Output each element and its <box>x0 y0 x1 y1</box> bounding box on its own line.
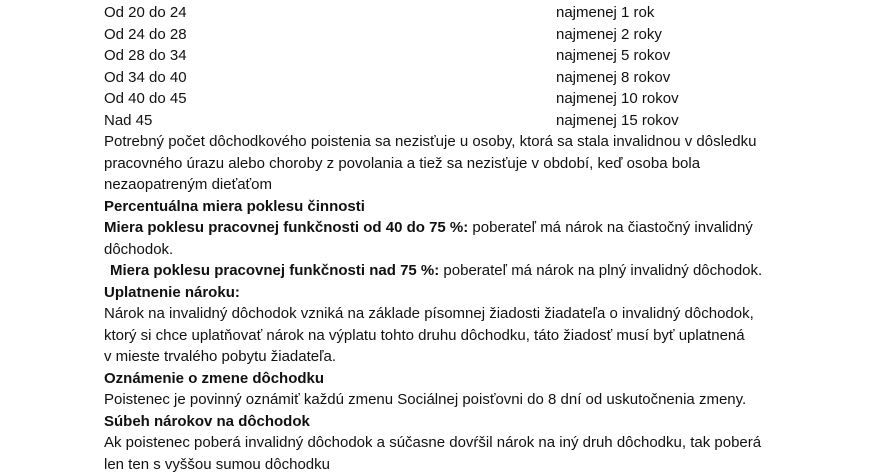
claim-section <box>104 282 864 368</box>
age-range: Od 40 do 45 <box>104 88 187 110</box>
insurance-period: najmenej 15 rokov <box>556 110 679 132</box>
paragraph-line: len ten s vyššou sumou dôchodku <box>104 454 864 475</box>
item-label: Miera poklesu pracovnej funkčnosti nad 75 %: <box>110 262 439 279</box>
change-notice-section <box>104 368 864 411</box>
table-row <box>104 67 864 89</box>
section-heading: Súbeh nárokov na dôchodok <box>104 411 864 433</box>
item-text: poberateľ má nárok na plný invalidný dôchodok. <box>439 262 762 279</box>
full-pension-item <box>104 260 864 282</box>
paragraph-line: ktorý si chce uplatňovať nárok na výplatu tohto druhu dôchodku, táto žiadosť musí byť uplatnená <box>104 325 864 347</box>
age-period-table <box>104 2 864 131</box>
insurance-period: najmenej 2 roky <box>556 24 662 46</box>
item-label: Miera poklesu pracovnej funkčnosti od 40 do 75 %: <box>104 219 468 236</box>
concurrence-section <box>104 411 864 475</box>
insurance-period: najmenej 10 rokov <box>556 88 679 110</box>
table-row <box>104 110 864 132</box>
section-heading: Oznámenie o zmene dôchodku <box>104 368 864 390</box>
insurance-period: najmenej 8 rokov <box>556 67 670 89</box>
section-heading: Percentuálna miera poklesu činnosti <box>104 196 864 218</box>
age-range: Od 20 do 24 <box>104 2 187 24</box>
paragraph-line: pracovného úrazu alebo choroby z povolania a tiež sa nezisťuje v období, keď osoba bola <box>104 153 864 175</box>
percentage-section <box>104 196 864 282</box>
table-row <box>104 2 864 24</box>
age-range: Od 28 do 34 <box>104 45 187 67</box>
paragraph-line: Nárok na invalidný dôchodok vzniká na základe písomnej žiadosti žiadateľa o invalidný dôchodok, <box>104 303 864 325</box>
age-range: Od 24 do 28 <box>104 24 187 46</box>
insurance-period: najmenej 1 rok <box>556 2 654 24</box>
table-row <box>104 24 864 46</box>
paragraph-line: Potrebný počet dôchodkového poistenia sa nezisťuje u osoby, ktorá sa stala invalidnou v dôsledku <box>104 131 864 153</box>
paragraph-line: Poistenec je povinný oznámiť každú zmenu Sociálnej poisťovni do 8 dní od uskutočnenia zmeny. <box>104 389 864 411</box>
item-text: poberateľ má nárok na čiastočný invalidný <box>468 219 753 236</box>
item-continuation: dôchodok. <box>104 239 864 261</box>
section-heading: Uplatnenie nároku: <box>104 282 864 304</box>
table-row <box>104 88 864 110</box>
table-row <box>104 45 864 67</box>
insurance-period: najmenej 5 rokov <box>556 45 670 67</box>
age-range: Od 34 do 40 <box>104 67 187 89</box>
paragraph-line: Ak poistenec poberá invalidný dôchodok a súčasne dovŕšil nárok na iný druh dôchodku, tak poberá <box>104 432 864 454</box>
document-page <box>104 2 864 475</box>
paragraph-line: v mieste trvalého pobytu žiadateľa. <box>104 346 864 368</box>
exemption-paragraph <box>104 131 864 196</box>
paragraph-line: nezaopatreným dieťaťom <box>104 174 864 196</box>
age-range: Nad 45 <box>104 110 152 132</box>
partial-pension-item <box>104 217 864 239</box>
